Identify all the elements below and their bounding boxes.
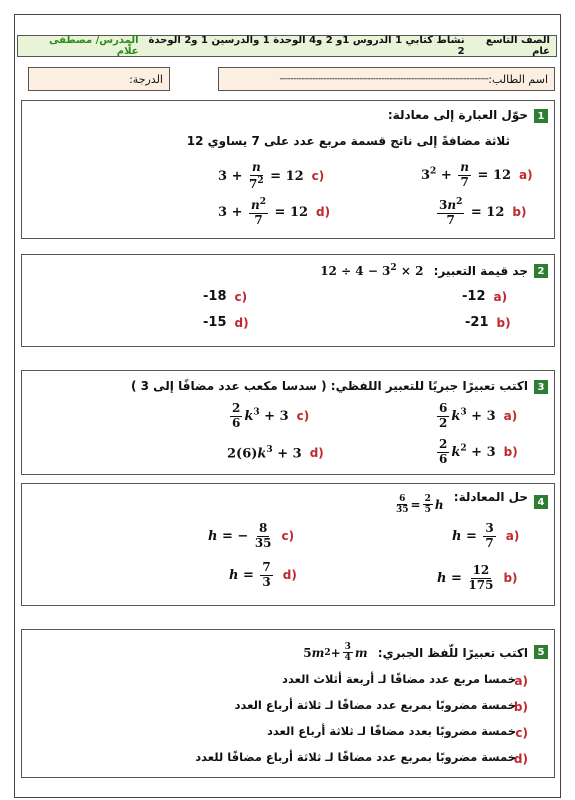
option-letter: a) <box>503 409 518 424</box>
grade-field-label: الدرجة: <box>129 72 163 86</box>
option-a[interactable] <box>462 289 507 304</box>
option-letter: b) <box>512 205 527 220</box>
option-letter: a) <box>493 289 508 304</box>
option-c[interactable]: 3 + $\frac{n}{7^2}$ = 12 c) <box>218 160 325 191</box>
grade-label: الصف التاسع عام <box>485 35 550 57</box>
option-b[interactable] <box>465 315 511 330</box>
student-name-label: اسم الطالب: <box>488 72 548 86</box>
question-5 <box>21 629 555 778</box>
question-title-row <box>303 642 528 664</box>
option-a[interactable]: $\frac{6}{2}$ $k^3 + 3$ a) <box>439 401 518 430</box>
question-number: 4 <box>534 495 548 509</box>
grade-field[interactable] <box>28 67 170 91</box>
option-a[interactable]: $3^2$ + $\frac{n}{7}$ = 12 a) <box>421 160 533 189</box>
option-letter: d) <box>282 568 297 583</box>
option-letter: a) <box>519 168 533 183</box>
option-letter: d) <box>309 446 324 461</box>
student-name-field[interactable] <box>218 67 555 91</box>
question-number: 1 <box>534 109 548 123</box>
option-value: -12 <box>462 289 486 304</box>
question-title: اكتب تعبيرًا للّفظ الجبري: <box>377 645 528 660</box>
question-title-row <box>320 263 528 278</box>
question-2 <box>21 254 555 347</box>
expression: 5 m 2 + $\frac{3}{4}$ m <box>303 642 368 664</box>
option-letter: c) <box>296 409 310 424</box>
option-d[interactable] <box>203 315 249 330</box>
option-letter: a) <box>514 674 528 688</box>
option-d[interactable]: 3 + $\frac{n^2}{7}$ = 12 d) <box>218 197 331 227</box>
option-b[interactable]: $\frac{3n^2}{7}$ = 12 b) <box>439 197 527 227</box>
question-number: 5 <box>534 645 548 659</box>
option-letter: b) <box>503 571 518 586</box>
question-number: 2 <box>534 264 548 278</box>
teacher-name: المدرس/ مصطفى علّام <box>49 35 139 57</box>
option-letter: d) <box>316 205 331 220</box>
option-c[interactable] <box>203 289 247 304</box>
option-letter: d) <box>234 315 249 330</box>
option-c[interactable]: خمسة مضروبًا بعدد مضافًا لـ ثلاثة أرباع العدد <box>266 724 516 738</box>
option-b[interactable]: h = $\frac{12}{175}$ b) <box>437 563 518 592</box>
question-1 <box>21 100 555 239</box>
option-b[interactable]: $\frac{2}{6}$ $k^2 + 3$ b) <box>439 437 518 466</box>
question-title: اكتب تعبيرًا جبريًا للتعبير اللفظي: ( سدسا مكعب عدد مضافًا إلى 3 ) <box>130 379 528 393</box>
option-letter: c) <box>234 289 248 304</box>
option-value: -21 <box>465 315 489 330</box>
option-d[interactable]: خمسة مضروبًا بمربع عدد مضافًا لـ ثلاثة أرباع مضافًا للعدد <box>195 750 516 764</box>
question-title: جد قيمة التعبير: <box>433 264 528 278</box>
header-bar <box>17 35 557 57</box>
option-c[interactable]: h = − $\frac{8}{35}$ c) <box>208 521 295 550</box>
question-statement: ثلاثة مضافةً إلى ناتج قسمة مربع عدد على 7 يساوي 12 <box>186 134 510 148</box>
option-value: -18 <box>203 289 227 304</box>
option-value: -15 <box>203 315 227 330</box>
question-4 <box>21 483 555 606</box>
option-letter: a) <box>505 529 520 544</box>
option-d[interactable]: $2(6)k^3 + 3$ d) <box>227 445 324 462</box>
option-a[interactable]: h = $\frac{3}{7}$ a) <box>452 521 520 550</box>
option-letter: c) <box>311 169 325 184</box>
question-title-row <box>394 490 528 516</box>
equation: $\frac{6}{35}$ = $\frac{2}{5}$ h <box>395 494 444 516</box>
option-letter: b) <box>496 315 511 330</box>
option-letter: b) <box>513 700 528 714</box>
question-3 <box>21 370 555 475</box>
question-title: حل المعادلة: <box>453 490 528 504</box>
expression: $12 \div 4 - 3^2 \times 2$ <box>320 263 424 278</box>
option-b[interactable]: خمسة مضروبًا بمربع عدد مضافًا لـ ثلاثة أرباع العدد <box>234 698 516 712</box>
option-a[interactable]: خمسا مربع عدد مضافًا لـ أربعة أثلاث العدد <box>282 672 516 686</box>
question-number: 3 <box>534 380 548 394</box>
question-title: حوّل العبارة إلى معادلة: <box>387 108 528 122</box>
activity-title: نشاط كتابي 1 الدروس 1و 2 و4 الوحدة 1 والدرسين 1 و2 الوحدة 2 <box>148 35 465 57</box>
option-d[interactable]: h = $\frac{7}{3}$ d) <box>229 560 297 589</box>
option-c[interactable]: $\frac{2}{6}$ $k^3 + 3$ c) <box>232 401 310 430</box>
option-letter: c) <box>515 726 528 740</box>
student-name-dashes: ---------------------------------------------------------------------------- <box>279 74 489 84</box>
option-letter: b) <box>503 445 518 460</box>
option-letter: d) <box>513 752 528 766</box>
option-letter: c) <box>281 529 295 544</box>
